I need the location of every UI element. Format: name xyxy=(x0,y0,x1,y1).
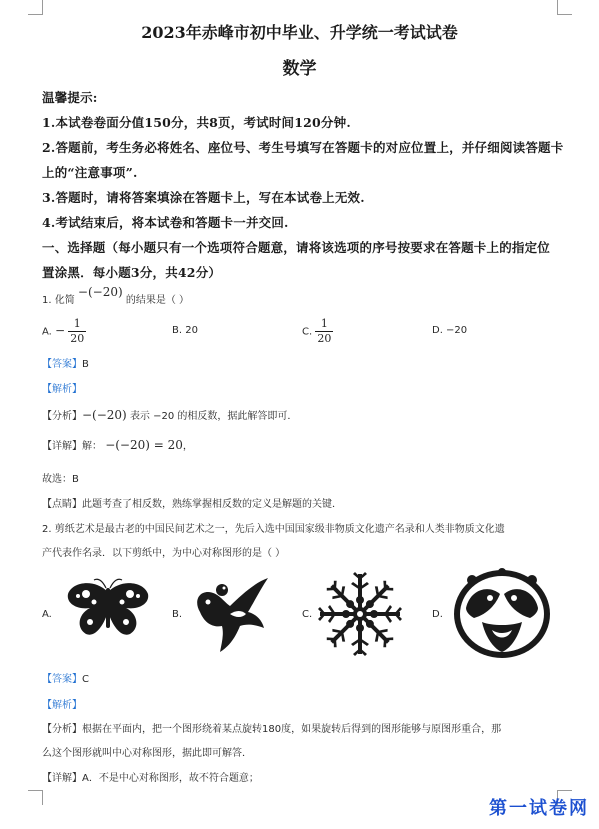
section-heading-cont: 置涂黑．每小题3分，共42分） xyxy=(42,265,222,280)
q2-fenxi-line1 xyxy=(42,720,501,735)
notice-item-4: 4.考试结束后，将本试卷和答题卡一并交回. xyxy=(42,215,289,230)
q1-detail-tag: 【详解】 xyxy=(42,441,82,452)
q2-analysis-tag xyxy=(42,696,82,711)
q1-fenxi-tag: 【分析】 xyxy=(42,411,82,422)
q1-option-b: B. 20 xyxy=(172,325,198,336)
crop-mark-bottom-left xyxy=(28,790,43,805)
q1-answer-tag: 【答案】 xyxy=(42,359,82,370)
papercut-butterfly-image xyxy=(64,578,152,644)
papercut-snowflake-image xyxy=(318,572,402,656)
papercut-swallow-image xyxy=(190,572,270,654)
q1-option-d: D. −20 xyxy=(432,325,468,336)
q1-comment xyxy=(42,495,342,510)
q2-stem-line1: 2. 剪纸艺术是最古老的中国民间艺术之一，先后入选中国国家级非物质文化遗产名录和人类非物质文化遗 xyxy=(42,524,505,535)
q2-stem-line2: 产代表作名录．以下剪纸中，为中心对称图形的是（ ） xyxy=(42,548,286,559)
q1-detail-expression: −(−20) = 20 xyxy=(105,438,183,452)
notice-item-2-cont: 上的“注意事项”. xyxy=(42,165,138,180)
section-heading: 一、选择题（每小题只有一个选项符合题意，请将该选项的序号按要求在答题卡上的指定位 xyxy=(42,240,551,255)
q2-answer-tag: 【答案】 xyxy=(42,674,82,685)
exam-subject: 数学 xyxy=(282,59,317,79)
q1-option-c-label: C. xyxy=(302,326,313,338)
q1-fenxi-text: 表示 −20 的相反数，据此解答即可． xyxy=(129,411,298,422)
crop-mark-top-right xyxy=(557,0,572,15)
q1-suffix: 的结果是（ ） xyxy=(125,295,190,306)
q1-analysis-label: 【解析】 xyxy=(42,384,82,395)
q1-choice: 故选：B xyxy=(42,474,79,485)
q2-answer-value: C xyxy=(82,674,89,685)
notice-item-3: 3.答题时，请将答案填涂在答题卡上，写在本试卷上无效. xyxy=(42,190,365,205)
q2-option-c-label: C. xyxy=(302,609,313,620)
q1-comment-tag: 【点睛】 xyxy=(42,499,82,510)
q2-analysis-label: 【解析】 xyxy=(42,700,82,711)
q1-option-c-denominator: 20 xyxy=(317,332,332,345)
q1-detail xyxy=(42,437,193,452)
q1-option-a xyxy=(42,317,86,346)
q1-option-c-numerator: 1 xyxy=(315,317,333,332)
q1-comment-text: 此题考查了相反数，熟练掌握相反数的定义是解题的关键． xyxy=(82,499,342,510)
q2-option-d-label: D. xyxy=(432,609,443,620)
q1-option-a-numerator: 1 xyxy=(68,317,86,332)
q1-detail-prefix: 解： xyxy=(82,441,102,452)
q1-analysis-tag xyxy=(42,380,82,395)
q1-option-a-label: A. xyxy=(42,326,52,338)
q1-detail-suffix: ， xyxy=(182,441,193,452)
q1-answer-value: B xyxy=(82,359,89,370)
q1-option-a-sign: − xyxy=(55,323,66,338)
q1-option-c-fraction xyxy=(315,317,333,346)
q1-stem xyxy=(42,285,190,306)
notice-item-1: 1.本试卷卷面分值150分，共8页，考试时间120分钟. xyxy=(42,115,351,130)
papercut-fish-image xyxy=(452,568,552,660)
q1-expression: −(−20) xyxy=(77,285,123,299)
q2-answer xyxy=(42,670,89,685)
notice-heading: 温馨提示: xyxy=(42,90,98,105)
q2-detail-tag: 【详解】 xyxy=(42,773,82,784)
q1-option-c xyxy=(302,317,333,346)
exam-title: 2023年赤峰市初中毕业、升学统一考试试卷 xyxy=(141,23,458,42)
q1-option-a-denominator: 20 xyxy=(70,332,85,345)
q1-option-a-fraction xyxy=(68,317,86,346)
q1-fenxi-expression: −(−20) xyxy=(82,408,127,422)
notice-item-2: 2.答题前，考生务必将姓名、座位号、考生号填写在答题卡的对应位置上，并仔细阅读答题卡 xyxy=(42,140,564,155)
q2-option-a-label: A. xyxy=(42,609,52,620)
q2-fenxi-line2: 么这个图形就叫中心对称图形，据此即可解答． xyxy=(42,748,252,759)
q2-detail xyxy=(42,769,259,784)
site-watermark: 第一试卷网 xyxy=(489,798,589,819)
q1-prefix: 1. 化简 xyxy=(42,295,75,306)
q2-option-b-label: B. xyxy=(172,609,183,620)
q1-fenxi xyxy=(42,407,297,422)
q1-answer xyxy=(42,355,89,370)
q2-fenxi-tag: 【分析】 xyxy=(42,724,82,735)
crop-mark-top-left xyxy=(28,0,43,15)
q2-fenxi-text1: 根据在平面内，把一个图形绕着某点旋转180度，如果旋转后得到的图形能够与原图形重合，那 xyxy=(82,724,502,735)
q2-detail-text: A．不是中心对称图形，故不符合题意； xyxy=(82,773,259,784)
